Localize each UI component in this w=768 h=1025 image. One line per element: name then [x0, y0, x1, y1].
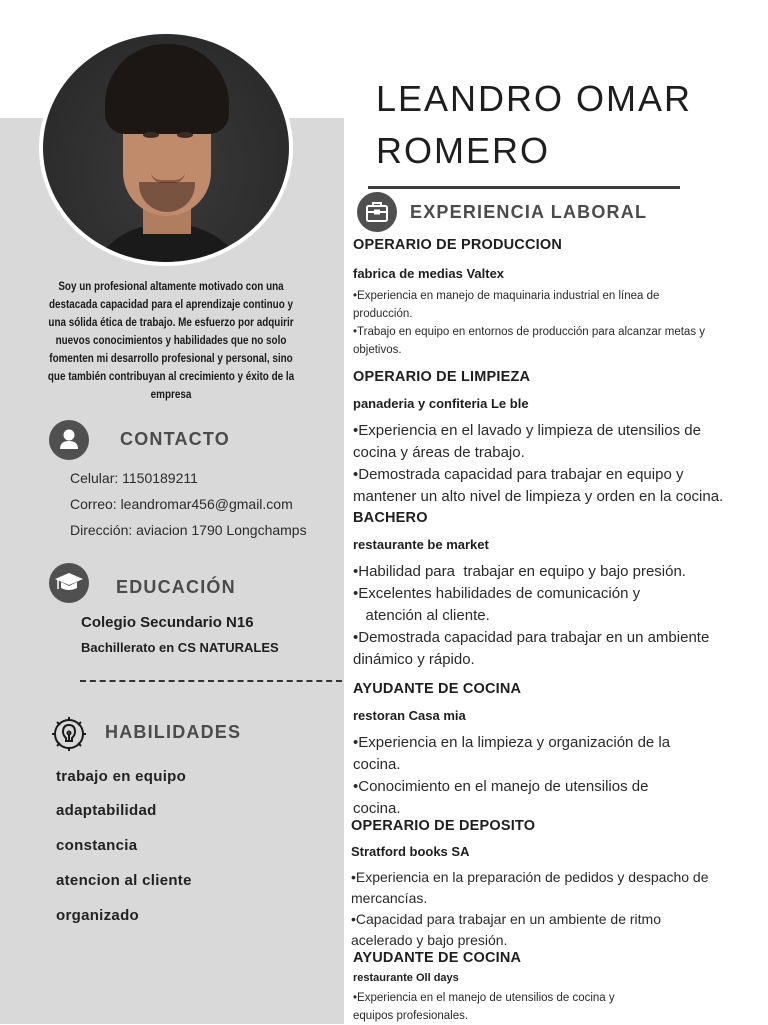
profile-photo-frame	[39, 30, 293, 266]
skill-item: trabajo en equipo	[56, 768, 187, 785]
education-degree: Bachillerato en CS NATURALES	[81, 640, 279, 655]
dashed-divider	[80, 680, 342, 682]
job-company: Stratford books SA	[351, 844, 470, 859]
job-title: OPERARIO DE DEPOSITO	[351, 818, 536, 834]
name-last: ROMERO	[376, 130, 550, 171]
job-bullets: •Experiencia en la preparación de pedidos y despacho de mercancías. •Capacidad para trabajar en un ambiente de ritmo acelerado y bajo presión.	[351, 869, 709, 948]
job-title: AYUDANTE DE COCINA	[353, 681, 522, 697]
job-company: restoran Casa mia	[353, 708, 466, 723]
skill-item: adaptabilidad	[56, 802, 157, 819]
job-bullets: •Habilidad para trabajar en equipo y bajo presión. •Excelentes habilidades de comunicación y atención al cliente. •Demostrada capacidad para trabajar en un ambiente dinámico y rápido.	[353, 563, 710, 668]
person-icon	[49, 420, 89, 460]
job-bullets: •Experiencia en la limpieza y organización de la cocina. •Conocimiento en el manejo de utensilios de cocina.	[353, 734, 671, 817]
job-bullets: •Experiencia en el lavado y limpieza de utensilios de cocina y áreas de trabajo. •Demostrada capacidad para trabajar en equipo y mantener un alto nivel de limpieza y orden en la cocina.	[353, 422, 724, 505]
contact-phone: Celular: 1150189211	[70, 470, 198, 486]
contact-address: Dirección: aviacion 1790 Longchamps	[70, 522, 307, 538]
job-company: restaurante Oll days	[353, 972, 459, 984]
lightbulb-gear-icon	[49, 714, 89, 754]
graduation-cap-icon	[49, 563, 89, 603]
job-title: AYUDANTE DE COCINA	[353, 950, 522, 966]
job-title: OPERARIO DE LIMPIEZA	[353, 369, 531, 385]
skill-item: atencion al cliente	[56, 872, 192, 889]
experience-heading: EXPERIENCIA LABORAL	[410, 202, 648, 222]
job-bullets: •Experiencia en el manejo de utensilios de cocina y equipos profesionales.	[353, 992, 615, 1022]
education-heading: EDUCACIÓN	[116, 577, 236, 597]
job-bullets: •Experiencia en manejo de maquinaria industrial en línea de producción. •Trabajo en equipo en entornos de producción para alcanzar metas y objetivos.	[353, 290, 706, 356]
profile-photo	[43, 34, 289, 262]
name-first: LEANDRO OMAR	[376, 78, 693, 119]
job-company: restaurante be market	[353, 537, 489, 552]
job-company: panaderia y confiteria Le ble	[353, 396, 529, 411]
education-school: Colegio Secundario N16	[81, 614, 254, 631]
job-title: BACHERO	[353, 510, 428, 526]
name-divider	[368, 186, 680, 189]
job-company: fabrica de medias Valtex	[353, 266, 505, 281]
skill-item: organizado	[56, 907, 140, 924]
job-title: OPERARIO DE PRODUCCION	[353, 237, 563, 253]
contact-email: Correo: leandromar456@gmail.com	[70, 496, 293, 512]
briefcase-icon	[357, 192, 397, 232]
profile-summary: Soy un profesional altamente motivado con una destacada capacidad para el aprendizaje continuo y una sólida ética de trabajo. Me esfuerzo por adquirir nuevos conocimientos y habilidades que no solo fomenten mi desarrollo profesional y personal, sino que también contribuyan al crecimiento y éxito de la empresa	[47, 281, 295, 401]
contact-heading: CONTACTO	[120, 429, 230, 449]
skill-item: constancia	[56, 837, 138, 854]
skills-heading: HABILIDADES	[105, 722, 242, 742]
